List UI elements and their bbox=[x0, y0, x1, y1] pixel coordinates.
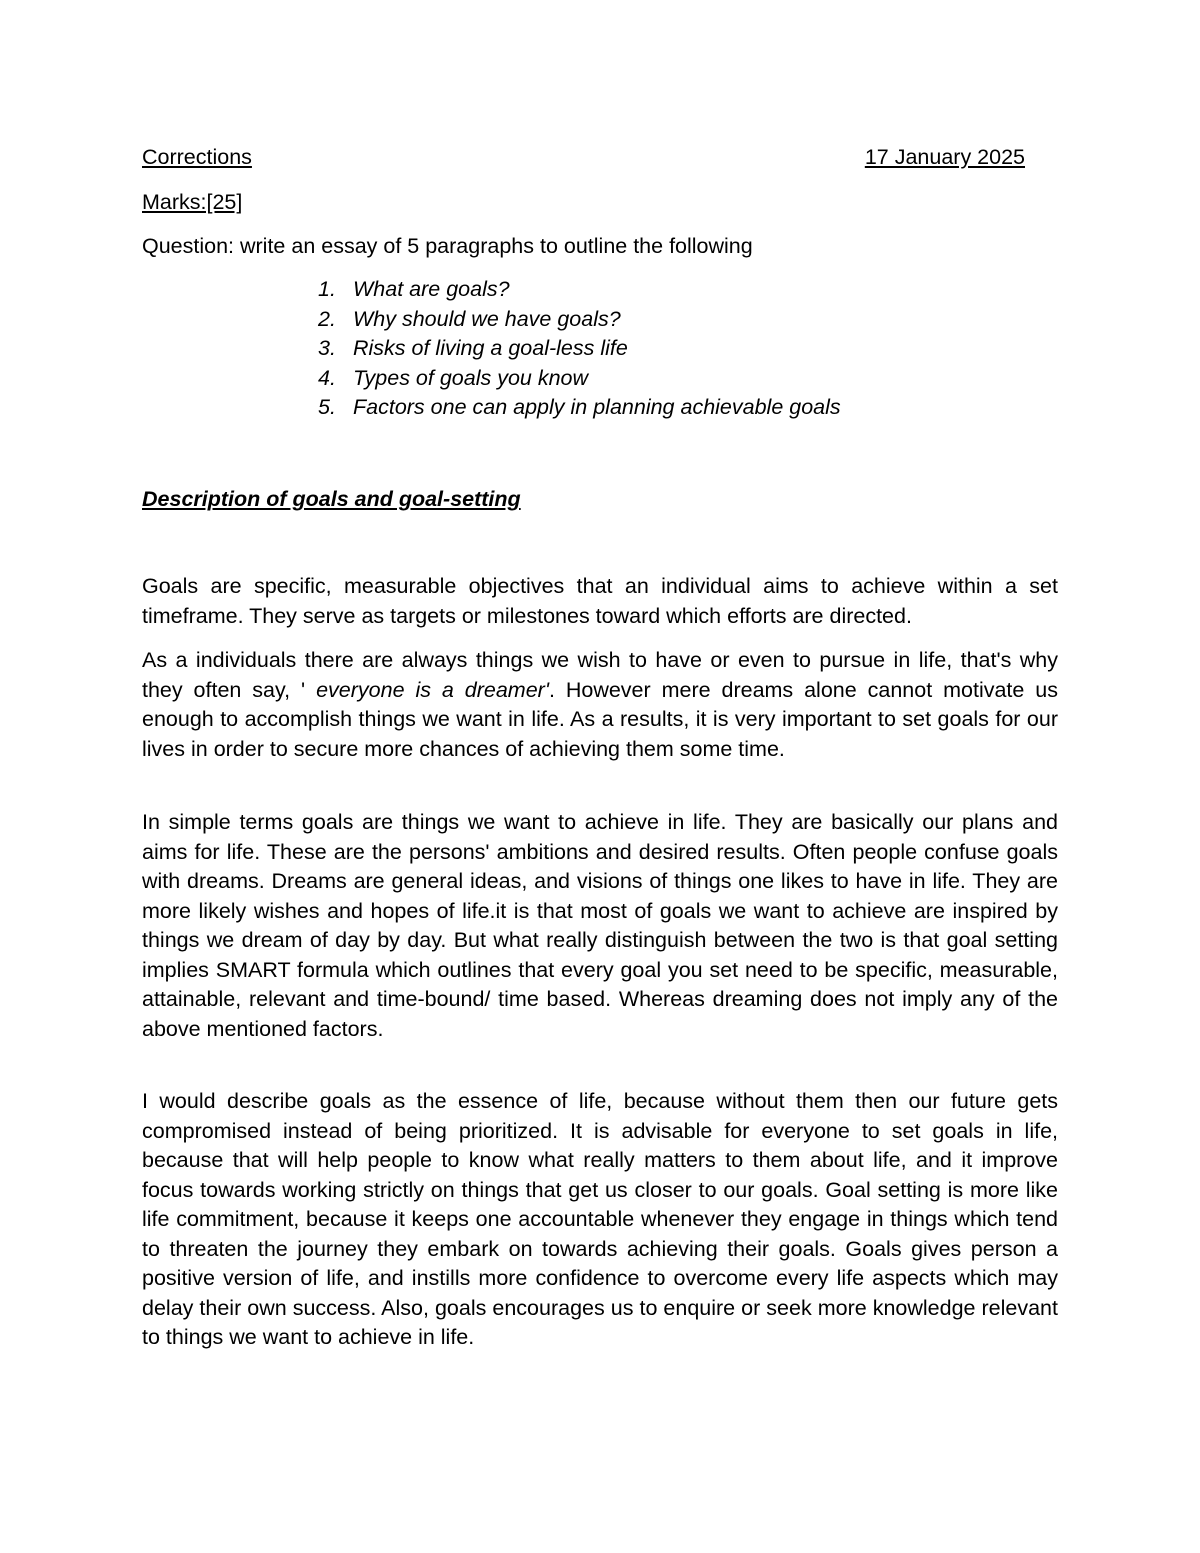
list-item bbox=[318, 393, 841, 423]
list-number: 3. bbox=[318, 336, 336, 361]
paragraph-4 bbox=[142, 1087, 1058, 1353]
paragraph-text bbox=[142, 646, 1058, 764]
list-item-text: Risks of living a goal-less life bbox=[353, 336, 628, 361]
list-item bbox=[318, 305, 841, 335]
paragraph-1 bbox=[142, 572, 1058, 631]
document-header bbox=[142, 141, 1025, 173]
document-title: Corrections bbox=[142, 145, 252, 169]
list-number: 2. bbox=[318, 306, 336, 331]
list-item-text: Factors one can apply in planning achievable goals bbox=[353, 395, 841, 420]
paragraph-text: Goals are specific, measurable objectives that an individual aims to achieve within a set timeframe. They serve as targets or milestones toward which efforts are directed. bbox=[142, 574, 1058, 628]
list-item bbox=[318, 275, 841, 305]
list-item-text: What are goals? bbox=[353, 277, 510, 301]
list-number: 4. bbox=[318, 365, 336, 390]
document-date: 17 January 2025 bbox=[864, 145, 1025, 169]
paragraph-text: I would describe goals as the essence of life, because without them then our future gets compromised instead of being prioritized. It is advisable for everyone to set goals in life, because that will help people to know what really matters to them about life, and it improve focus towards working strictly on things that get us closer to our goals. Goal setting is more like life commitment, because it keeps one accountable whenever they engage in things which tend to threaten the journey they embark on towards achieving their goals. Goals gives person a positive version of life, and instills more confidence to overcome every life aspects which may delay their own success. Also, goals encourages us to enquire or seek more knowledge relevant to things we want to achieve in life. bbox=[142, 1089, 1058, 1349]
list-item bbox=[318, 364, 841, 394]
paragraph-3 bbox=[142, 808, 1058, 1044]
question-text: Question: write an essay of 5 paragraphs to outline the following bbox=[142, 234, 753, 258]
section-heading: Description of goals and goal-setting bbox=[142, 487, 521, 511]
paragraph-quote: everyone is a dreamer' bbox=[305, 677, 549, 702]
list-number: 1. bbox=[318, 277, 336, 301]
marks-label: Marks:[25] bbox=[142, 190, 243, 214]
list-item bbox=[318, 334, 841, 364]
document-page bbox=[142, 0, 1058, 1553]
paragraph-2 bbox=[142, 646, 1058, 764]
list-item-text: Why should we have goals? bbox=[353, 306, 621, 331]
list-number: 5. bbox=[318, 395, 336, 420]
paragraph-text-part: As a individuals there are always things we wish to have or even to pursue in life, that's why they often say, ' bbox=[142, 648, 1058, 702]
paragraph-text: In simple terms goals are things we want to achieve in life. They are basically our plans and aims for life. These are the persons' ambitions and desired results. Often people confuse goals with dreams. Dreams are general ideas, and visions of things one likes to have in life. They are more likely wishes and hopes of life.it is that most of goals we want to achieve are inspired by things we dream of day by day. But what really distinguish between the two is that goal setting implies SMART formula which outlines that every goal you set need to be specific, measurable, attainable, relevant and time-bound/ time based. Whereas dreaming does not imply any of the above mentioned factors. bbox=[142, 810, 1058, 1041]
paragraph-text-part: . However mere dreams alone cannot motivate us enough to accomplish things we want in life. As a results, it is very important to set goals for our lives in order to secure more chances of achieving them some time. bbox=[142, 677, 1058, 761]
list-item-text: Types of goals you know bbox=[353, 365, 589, 390]
question-list bbox=[318, 275, 841, 423]
